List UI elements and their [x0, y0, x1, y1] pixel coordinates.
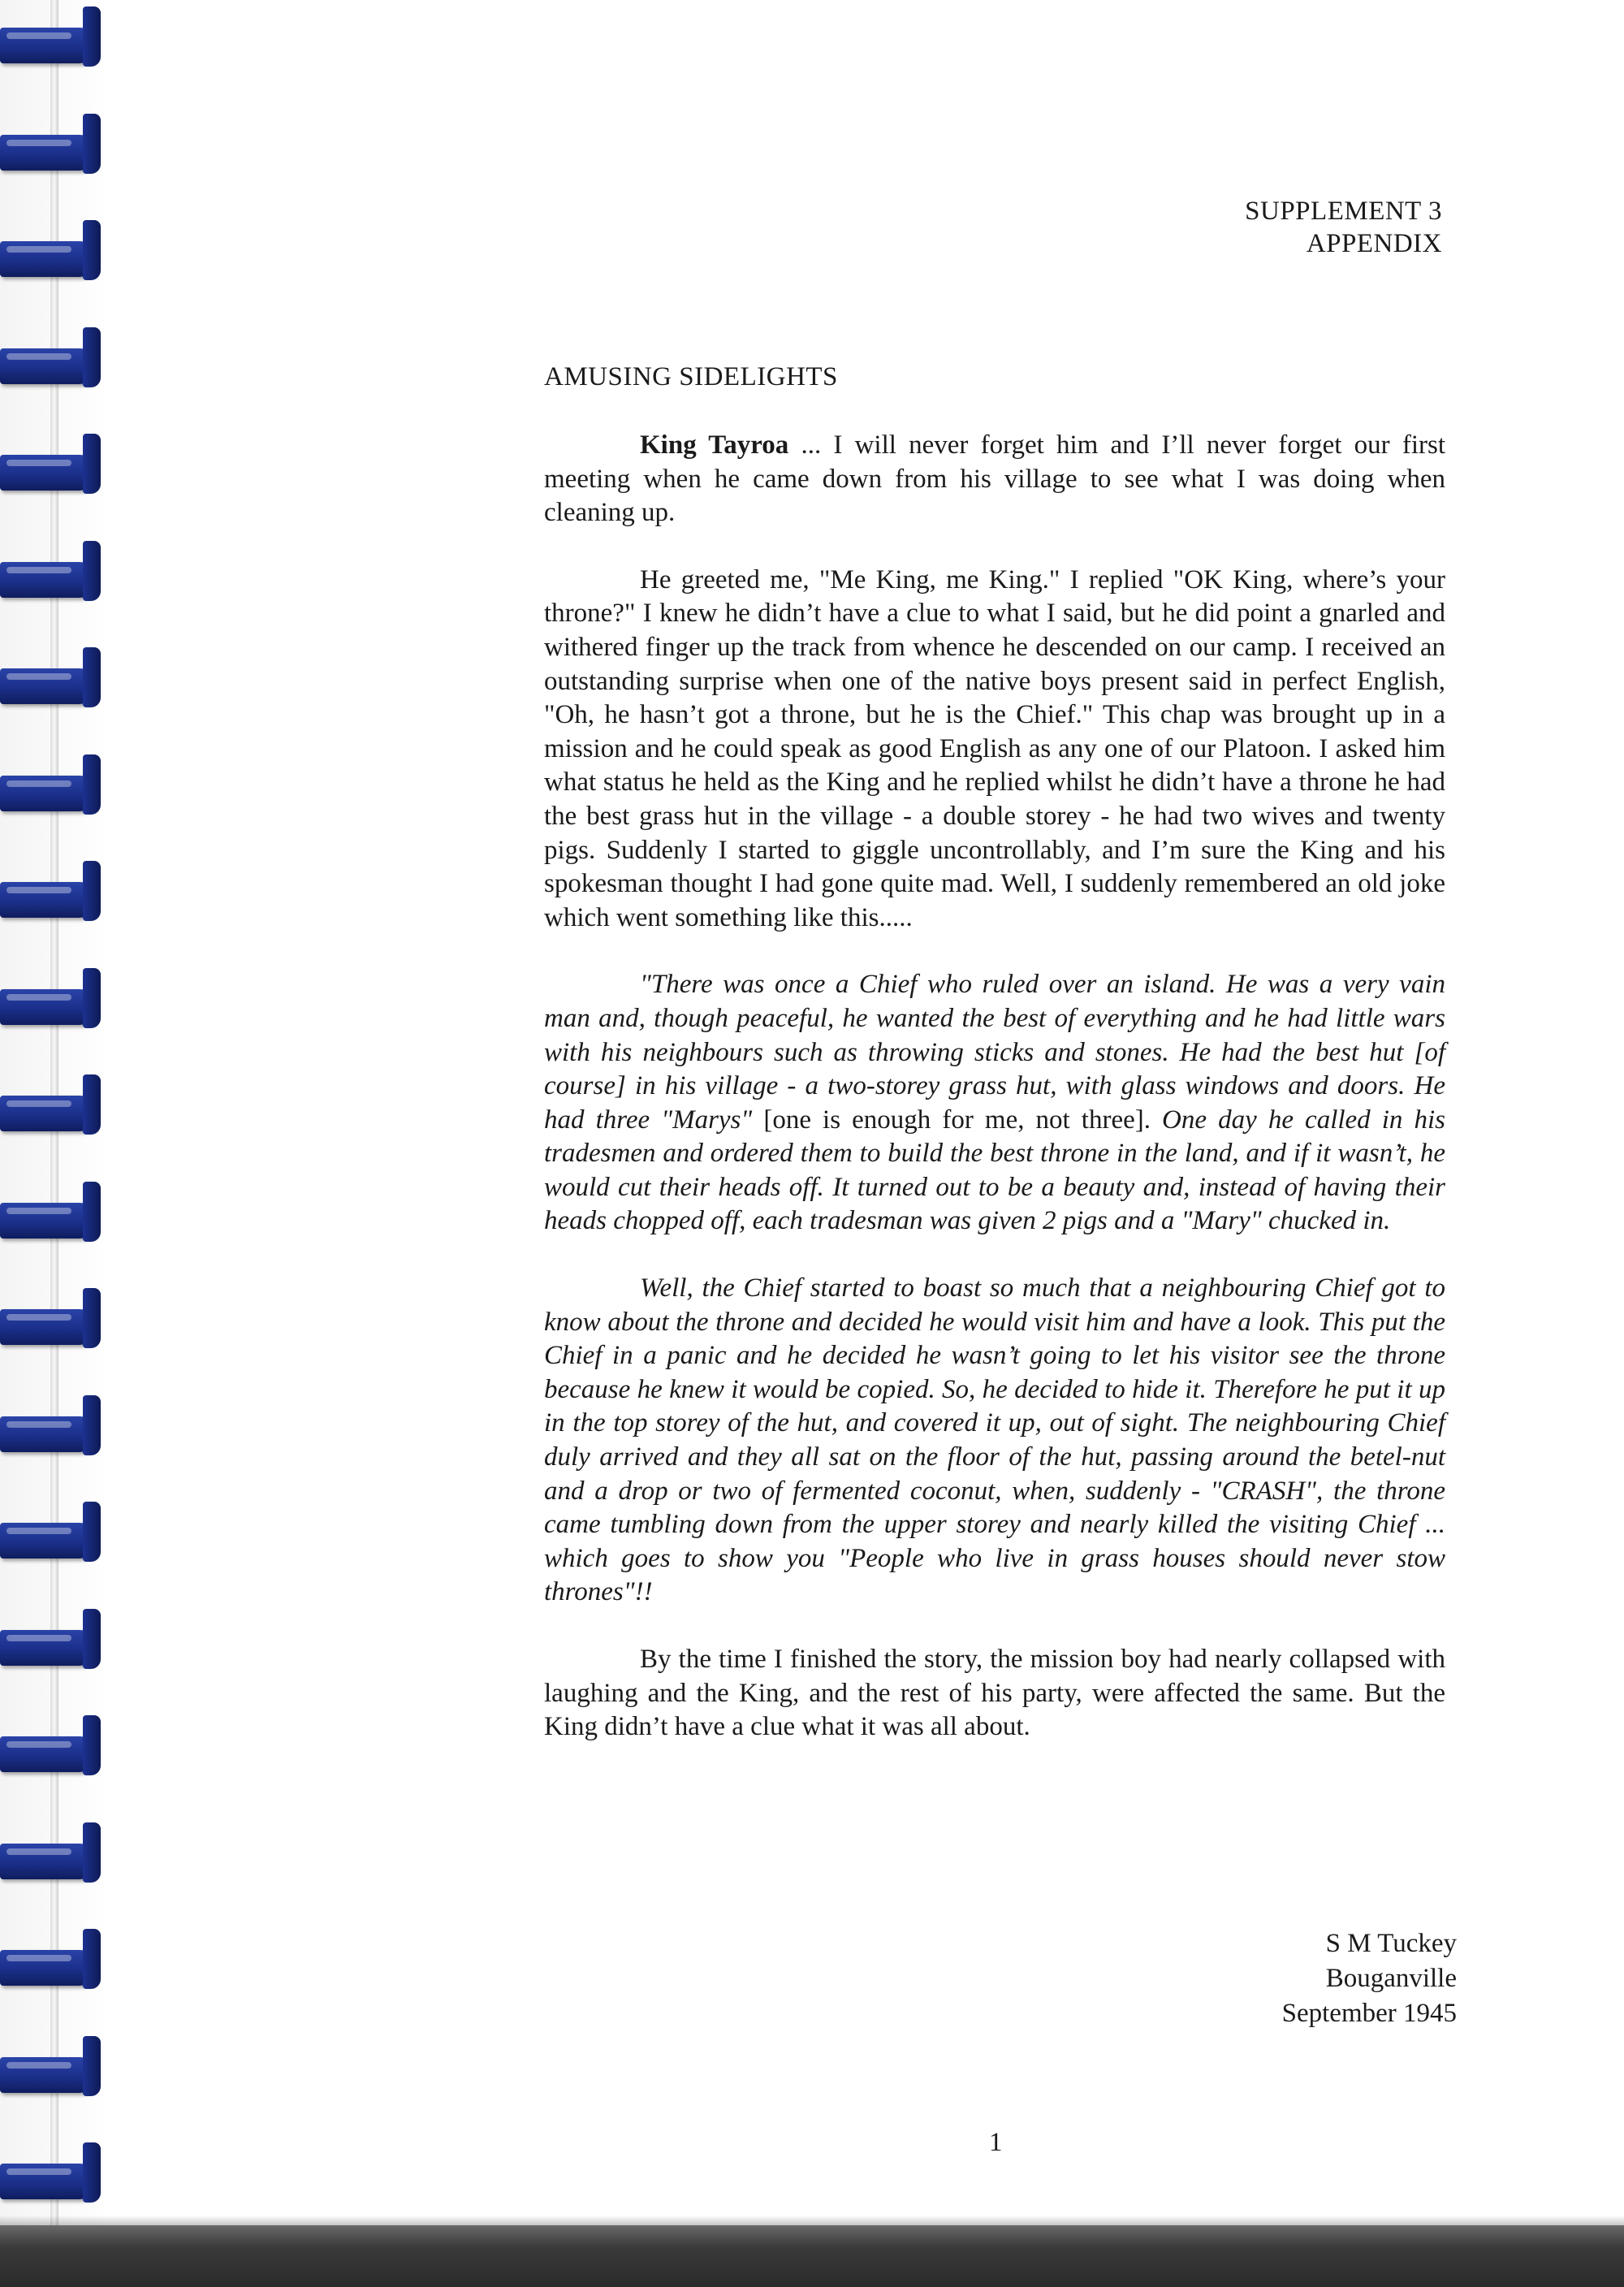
binding-coil	[0, 1182, 104, 1252]
document-body	[544, 429, 1445, 1778]
author-location: Bouganville	[1325, 1964, 1457, 1993]
binding-coil	[0, 754, 104, 824]
binding-coil	[0, 1502, 104, 1572]
signature-block	[1282, 1926, 1457, 2031]
binding-coil	[0, 541, 104, 611]
binding-coil	[0, 434, 104, 504]
binding-coil	[0, 327, 104, 397]
document-header	[1245, 195, 1442, 260]
binding-coil	[0, 861, 104, 931]
binding-coil	[0, 1822, 104, 1892]
author-name: S M Tuckey	[1325, 1929, 1457, 1958]
section-heading: AMUSING SIDELIGHTS	[544, 362, 838, 391]
binding-coil	[0, 1288, 104, 1358]
binding-coil	[0, 1715, 104, 1785]
paragraph-3	[544, 968, 1445, 1239]
paragraph-5: By the time I finished the story, the mission boy had nearly collapsed with laughing and the King, and the rest of his party, were affected the same. But the King didn’t have a clue what it was all about.	[544, 1645, 1445, 1742]
supplement-label: SUPPLEMENT 3	[1245, 197, 1442, 226]
paragraph-3-part2: One day he called in his tradesmen and ordered them to build the best throne in the land, and if it wasn’t, he would cut their heads off. It turned out to be a beauty and, instead of having their heads chopped off, each tradesman was given 2 pigs and a "Mary" chucked in.	[544, 1105, 1445, 1236]
binding-coil	[0, 114, 104, 184]
paragraph-2: He greeted me, "Me King, me King." I replied "OK King, where’s your throne?" I knew he didn’t have a clue to what I said, but he did point a gnarled and withered finger up the track from whence he descended on our camp. I received an outstanding surprise when one of the native boys present said in perfect English, "Oh, he hasn’t got a throne, but he is the Chief." This chap was brought up in a mission and he could speak as good English as any one of our Platoon. I asked him what status he held as the King and he replied whilst he didn’t have a throne he had the best grass hut in the village - a double storey - he had two wives and twenty pigs. Suddenly I started to giggle uncontrollably, and I’m sure the King and his spokesman thought I had gone quite mad. Well, I suddenly remembered an old joke which went something like this.....	[544, 564, 1445, 932]
appendix-label: APPENDIX	[1306, 229, 1442, 258]
binding-coil	[0, 1929, 104, 1999]
binding-coil	[0, 968, 104, 1038]
binding-coil	[0, 1074, 104, 1144]
binding-coil	[0, 1609, 104, 1679]
paragraph-1	[544, 429, 1445, 530]
paragraph-3-aside: [one is enough for me, not three].	[763, 1105, 1151, 1135]
paragraph-1-text: ... I will never forget him and I’ll never forget our first meeting when he came down from his village to see what I was doing when cleaning up.	[544, 430, 1445, 528]
spiral-binding	[0, 0, 110, 2287]
binding-coil	[0, 647, 104, 717]
king-name: King Tayroa	[640, 430, 789, 460]
binding-coil	[0, 6, 104, 76]
binding-coil	[0, 2142, 104, 2212]
binding-coil	[0, 2036, 104, 2106]
binding-coil	[0, 1395, 104, 1465]
binding-coil	[0, 220, 104, 290]
desk-background	[0, 2225, 1624, 2287]
page-number: 1	[989, 2128, 1003, 2157]
signature-date: September 1945	[1281, 1999, 1457, 2028]
paragraph-4: Well, the Chief started to boast so much that a neighbouring Chief got to know about the throne and decided he would visit him and have a look. This put the Chief in a panic and he decided he wasn’t going to let his visitor see the throne because he knew it would be copied. So, he decided to hide it. Therefore he put it up in the top storey of the hut, and covered it up, out of sight. The neighbouring Chief duly arrived and they all sat on the floor of the hut, passing around the betel-nut and a drop or two of fermented coconut, when, suddenly - "CRASH", the throne came tumbling down from the upper storey and nearly killed the visiting Chief ... which goes to show you "People who live in grass houses should never stow thrones"!!	[544, 1273, 1445, 1607]
paragraph-3-part1: "There was once a Chief who ruled over an island. He was a very vain man and, though peaceful, he wanted the best of everything and he had little wars with his neighbours such as throwing sticks and stones. He had the best hut [of course] in his village - a two-storey grass hut, with glass windows and doors. He had three "Marys"	[544, 970, 1445, 1135]
